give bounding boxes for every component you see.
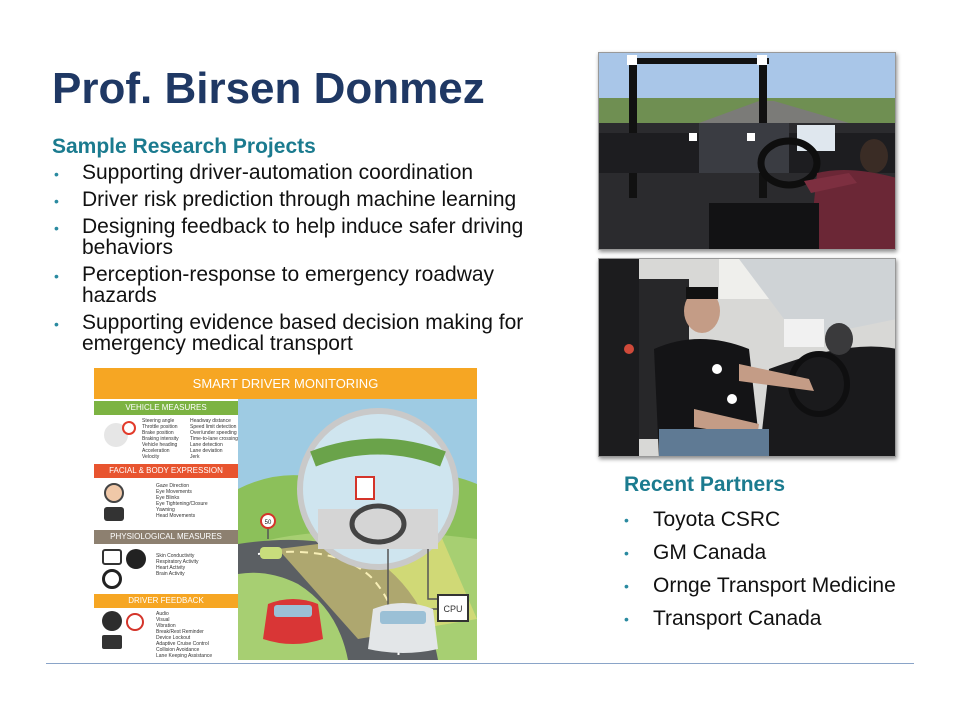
research-item bbox=[52, 264, 572, 306]
research-list bbox=[52, 162, 572, 360]
research-heading: Sample Research Projects bbox=[52, 135, 316, 158]
bullet-icon: • bbox=[624, 611, 629, 627]
head-profile-icon bbox=[126, 549, 146, 569]
speed-sign-value: 50 bbox=[264, 520, 272, 526]
partner-item bbox=[624, 572, 924, 599]
driving-simulator-photo bbox=[598, 52, 896, 250]
research-item-text: Perception-response to emergency roadway hazards bbox=[82, 263, 495, 307]
gauge-icon bbox=[102, 611, 122, 631]
research-item-text: Designing feedback to help induce safer driving behaviors bbox=[82, 215, 524, 259]
section-vehicle-measures: VEHICLE MEASURES bbox=[94, 401, 238, 415]
section-driver-feedback: DRIVER FEEDBACK bbox=[94, 594, 238, 608]
bottom-divider bbox=[46, 663, 914, 664]
physiological-measures-list: Skin Conductivity Respiratory Activity Heart Activity Brain Activity bbox=[156, 553, 199, 577]
vehicle-measures-col1: Steering angle Throttle position Brake position Braking intensity Vehicle heading Acceleration Velocity bbox=[142, 418, 179, 460]
research-item bbox=[52, 216, 572, 258]
partner-item bbox=[624, 539, 924, 566]
feedback-list: Audio Visual Vibration Break/Rest Reminder Device Lockout Adaptive Cruise Control Collision Avoidance Lane Keeping Assistance bbox=[156, 611, 213, 659]
cpu-label: CPU bbox=[443, 604, 463, 614]
section-facial-body: FACIAL & BODY EXPRESSION bbox=[94, 464, 238, 478]
vehicle-measures-col2: Headway distance Speed limit detection Over/under speeding Time-to-lane crossing Lane detection Lane deviation Jerk bbox=[190, 418, 238, 460]
research-item-text: Supporting evidence based decision making for emergency medical transport bbox=[82, 311, 524, 355]
facial-measures-list: Gaze Direction Eye Movements Eye Blinks Eye Tightening/Closure Yawning Head Movements bbox=[156, 483, 208, 519]
partner-item bbox=[624, 506, 924, 533]
steering-wheel-icon bbox=[102, 569, 122, 589]
partner-name: GM Canada bbox=[653, 541, 767, 564]
face-icon bbox=[104, 483, 124, 503]
bullet-icon: • bbox=[54, 166, 59, 182]
section-physiological: PHYSIOLOGICAL MEASURES bbox=[94, 530, 238, 544]
partner-name: Transport Canada bbox=[653, 607, 822, 630]
partners-heading: Recent Partners bbox=[624, 473, 786, 496]
heart-monitor-icon bbox=[102, 549, 122, 565]
bullet-icon: • bbox=[624, 512, 629, 528]
infographic-road-scene bbox=[238, 399, 477, 660]
no-phone-icon bbox=[126, 613, 144, 631]
slide-title: Prof. Birsen Donmez bbox=[52, 64, 485, 113]
speaker-icon bbox=[102, 635, 122, 649]
bullet-icon: • bbox=[54, 220, 59, 236]
bullet-icon: • bbox=[624, 578, 629, 594]
infographic-title: SMART DRIVER MONITORING bbox=[94, 368, 477, 399]
camera-icon bbox=[104, 507, 124, 521]
research-item bbox=[52, 162, 572, 183]
partners-list bbox=[624, 506, 924, 638]
bullet-icon: • bbox=[54, 268, 59, 284]
smart-driver-monitoring-infographic bbox=[94, 368, 477, 660]
speed-sign-icon bbox=[122, 421, 136, 435]
partner-name: Toyota CSRC bbox=[653, 508, 781, 531]
bullet-icon: • bbox=[54, 316, 59, 332]
research-item bbox=[52, 312, 572, 354]
research-item-text: Supporting driver-automation coordination bbox=[82, 161, 474, 184]
infographic-measures-panel bbox=[94, 399, 238, 660]
bullet-icon: • bbox=[54, 193, 59, 209]
bullet-icon: • bbox=[624, 545, 629, 561]
partner-name: Ornge Transport Medicine bbox=[653, 574, 896, 597]
research-item bbox=[52, 189, 572, 210]
partner-item bbox=[624, 605, 924, 632]
research-item-text: Driver risk prediction through machine learning bbox=[82, 188, 517, 211]
in-vehicle-study-photo bbox=[598, 258, 896, 457]
